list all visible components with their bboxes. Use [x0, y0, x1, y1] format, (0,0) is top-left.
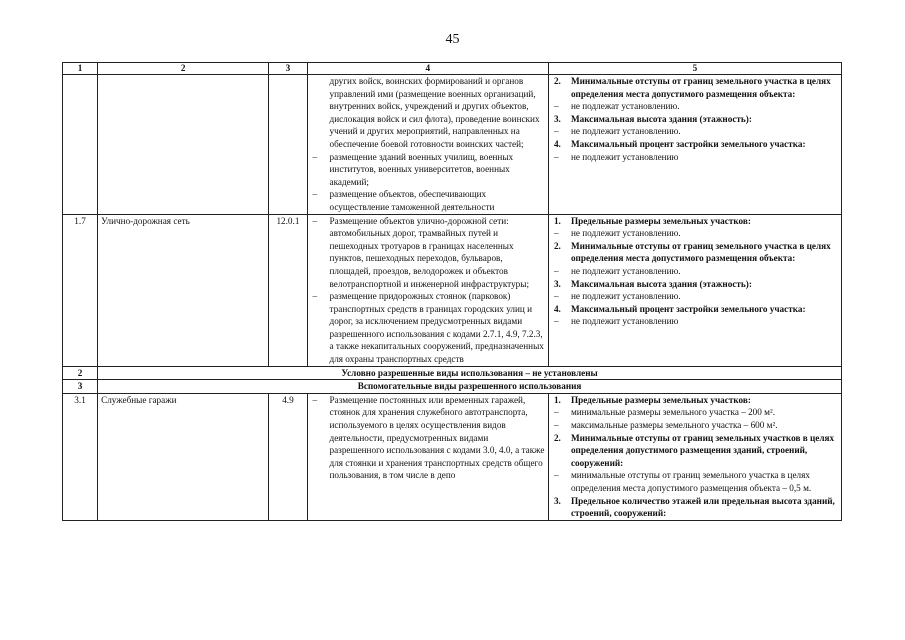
parameter-value: – не подлежит установлению.: [552, 265, 838, 278]
header-col-1: 1: [63, 63, 98, 75]
cell-num: [63, 75, 98, 215]
parameter-title: 3. Предельное количество этажей или предельная высота зданий, строений, сооружений:: [552, 495, 838, 520]
section-title: Вспомогательные виды разрешенного использования: [98, 380, 842, 394]
description-list: [311, 394, 545, 482]
parameter-title: 1. Предельные размеры земельных участков:: [552, 215, 838, 228]
description-list: [311, 151, 545, 214]
cell-parameters: [548, 393, 841, 520]
section-num: 2: [63, 366, 98, 380]
header-row: [63, 63, 842, 75]
parameter-value: – минимальные размеры земельного участка – 200 м².: [552, 406, 838, 419]
cell-description: [307, 393, 548, 520]
table-row: [63, 75, 842, 215]
parameter-value: – не подлежит установлению: [552, 315, 838, 328]
parameter-value: – не подлежит установлению.: [552, 290, 838, 303]
parameter-value: – не подлежит установлению: [552, 151, 838, 164]
parameter-title: 2. Минимальные отступы от границ земельного участка в целях определения места допустимого размещения объекта:: [552, 75, 838, 100]
parameter-title: 2. Минимальные отступы от границ земельных участков в целях определения допустимого размещения зданий, строений, сооружений:: [552, 432, 838, 470]
header-col-4: 4: [307, 63, 548, 75]
parameter-title: 4. Максимальный процент застройки земельного участка:: [552, 138, 838, 151]
parameter-title: 1. Предельные размеры земельных участков:: [552, 394, 838, 407]
list-item: – размещение придорожных стоянок (парковок) транспортных средств в границах городских улиц и дорог, за исключением предусмотренных видами разрешенного использования с кодами 2.7.1, 4.9, 7.2.3, а также некапитальных сооружений, предназначенных для охраны транспортных средств: [311, 290, 545, 366]
description-list: [311, 215, 545, 366]
parameters-list: [552, 75, 838, 163]
list-item: – Размещение объектов улично-дорожной сети: автомобильных дорог, трамвайных путей и пешеходных тротуаров в границах населенных пунктов, пешеходных переходов, бульваров, площадей, проездов, велодорожек и объектов велотранспортной и инженерной инфраструктуры;: [311, 215, 545, 291]
parameter-value: – максимальные размеры земельного участка – 600 м².: [552, 419, 838, 432]
parameter-value: – минимальные отступы от границ земельного участка в целях определения места допустимого размещения объекта – 0,5 м.: [552, 469, 838, 494]
parameter-title: 2. Минимальные отступы от границ земельного участка в целях определения места допустимого размещения объекта:: [552, 240, 838, 265]
table-row: [63, 393, 842, 520]
description-text: других войск, воинских формирований и органов управлений ими (размещение военных организаций, внутренних войск, учреждений и других объектов, дислокация войск и сил флота), проведение воинских учений и других мероприятий, направленных на обеспечение боевой готовности воинских частей;: [329, 76, 540, 149]
cell-num: 1.7: [63, 214, 98, 366]
parameter-title: 3. Максимальная высота здания (этажность):: [552, 278, 838, 291]
table-row: [63, 214, 842, 366]
parameter-value: – не подлежит установлению.: [552, 227, 838, 240]
section-row: [63, 380, 842, 394]
cell-code: 12.0.1: [269, 214, 307, 366]
cell-description: [307, 75, 548, 215]
section-num: 3: [63, 380, 98, 394]
header-col-2: 2: [98, 63, 269, 75]
header-col-5: 5: [548, 63, 841, 75]
parameter-title: 4. Максимальный процент застройки земельного участка:: [552, 303, 838, 316]
section-title: Условно разрешенные виды использования – не установлены: [98, 366, 842, 380]
cell-code: [269, 75, 307, 215]
parameter-value: – не подлежит установлению.: [552, 125, 838, 138]
cell-description: [307, 214, 548, 366]
parameter-title: 3. Максимальная высота здания (этажность):: [552, 113, 838, 126]
list-item: – размещение зданий военных училищ, военных институтов, военных университетов, военных академий;: [311, 151, 545, 189]
cell-parameters: [548, 75, 841, 215]
cell-name: Улично-дорожная сеть: [98, 214, 269, 366]
cell-parameters: [548, 214, 841, 366]
zoning-table: [62, 62, 842, 521]
header-col-3: 3: [269, 63, 307, 75]
cell-code: 4.9: [269, 393, 307, 520]
cell-name: Служебные гаражи: [98, 393, 269, 520]
section-row: [63, 366, 842, 380]
page-number: 45: [445, 32, 460, 47]
parameter-value: – не подлежат установлению.: [552, 100, 838, 113]
cell-name: [98, 75, 269, 215]
cell-num: 3.1: [63, 393, 98, 520]
list-item: – размещение объектов, обеспечивающих осуществление таможенной деятельности: [311, 188, 545, 213]
parameters-list: [552, 215, 838, 328]
list-item: – Размещение постоянных или временных гаражей, стоянок для хранения служебного автотранспорта, используемого в целях осуществления видов деятельности, предусмотренных видами разрешенного использования с кодами 3.0, 4.0, а также для стоянки и хранения транспортных средств общего пользования, в том числе в депо: [311, 394, 545, 482]
parameters-list: [552, 394, 838, 520]
